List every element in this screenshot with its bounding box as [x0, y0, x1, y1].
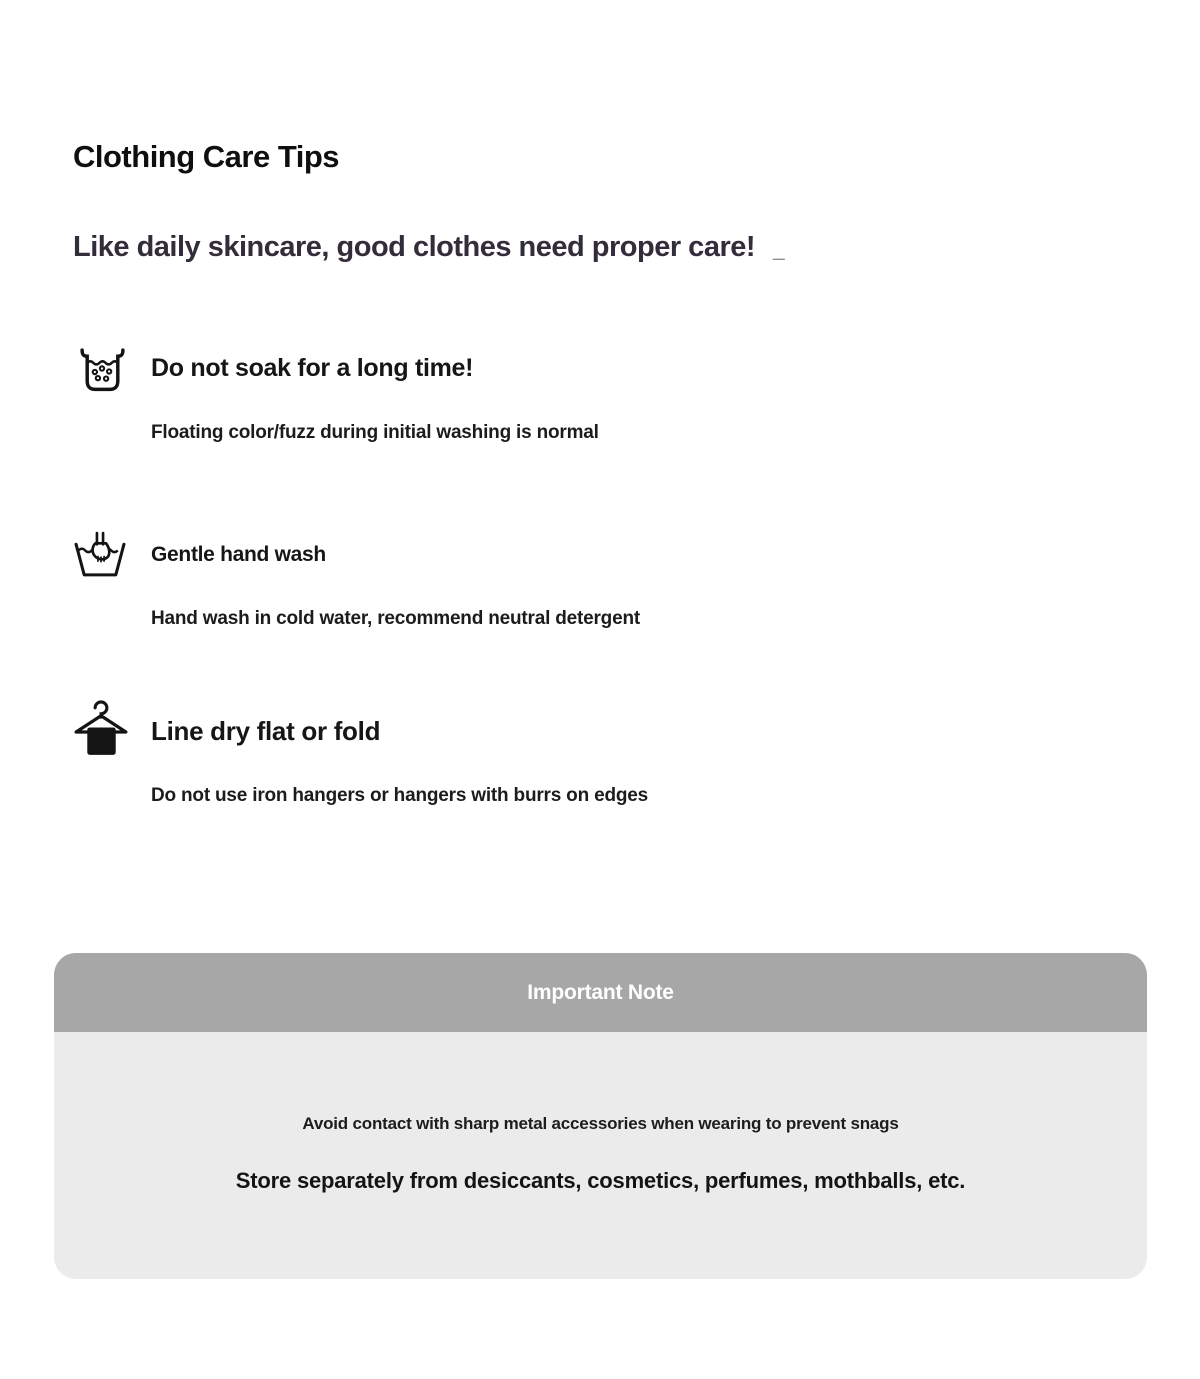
note-line: Avoid contact with sharp metal accessories when wearing to prevent snags — [302, 1114, 899, 1133]
care-item-heading: Do not soak for a long time! — [151, 354, 474, 382]
important-note-header: Important Note — [54, 953, 1147, 1032]
hanger-towel-icon — [72, 698, 130, 765]
care-item-description: Hand wash in cold water, recommend neutral detergent — [151, 608, 640, 629]
text-cursor: _ — [773, 238, 785, 262]
page-subtitle-text: Like daily skincare, good clothes need proper care! — [73, 231, 756, 264]
care-item-description: Floating color/fuzz during initial washing is normal — [151, 422, 599, 443]
page-subtitle — [73, 231, 784, 264]
page-title: Clothing Care Tips — [73, 138, 340, 174]
note-line: Store separately from desiccants, cosmetics, perfumes, mothballs, etc. — [235, 1168, 966, 1193]
hand-wash-icon — [73, 531, 127, 580]
care-item-description: Do not use iron hangers or hangers with burrs on edges — [151, 785, 648, 806]
soak-basin-icon — [77, 346, 128, 395]
important-note-card — [54, 953, 1147, 1279]
care-item-heading: Line dry flat or fold — [151, 716, 381, 746]
care-item-heading: Gentle hand wash — [151, 543, 326, 566]
